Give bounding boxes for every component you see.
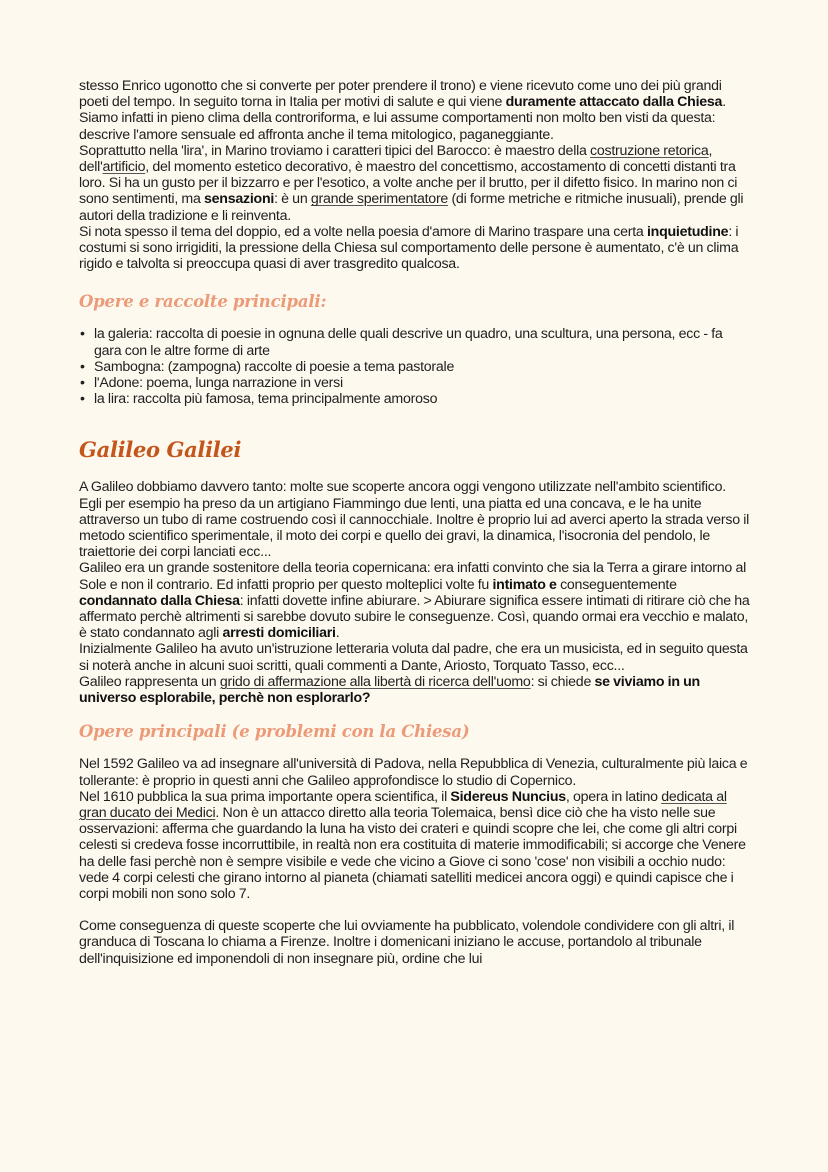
bold-phrase: Sidereus Nuncius	[450, 788, 566, 805]
text-run: .	[335, 625, 340, 642]
galileo-consequence-paragraph: Come conseguenza di queste scoperte che lui ovviamente ha pubblicato, volendole condividere con gli altri, il granduca di Toscana lo chiama a Firenze. Inoltre i domenicani iniziano le accuse, portandolo al tribunale dell'inquisizione ed imponendoli di non insegnare più, ordine che lui	[79, 918, 735, 967]
text-run: conseguentemente	[556, 576, 677, 593]
bold-phrase: inquietudine	[646, 223, 729, 240]
text-run: , del momento estetico decorativo, è maestro del concettismo, accostamento di concetti distanti tra loro. Si ha un gusto per il bizzarro e per l'esotico, a volte anche per il brutto, per il difetto fisico. In marino non ci sono sentimenti, ma	[79, 159, 738, 208]
text-run: Soprattutto nella 'lira', in Marino troviamo i caratteri tipici del Barocco: è maestro della	[79, 142, 591, 159]
bullet-icon: •	[80, 326, 85, 343]
underlined-phrase: grande sperimentatore	[310, 191, 449, 208]
list-item	[79, 391, 751, 407]
galileo-copernican-paragraph	[79, 560, 751, 641]
galileo-works-heading: Opere principali (e problemi con la Chiesa)	[79, 722, 470, 742]
marino-works-heading: Opere e raccolte principali:	[79, 292, 327, 312]
list-item-text: la galeria: raccolta di poesie in ognuna delle quali descrive un quadro, una scultura, una persona, ecc - fa gara con le altre forme di arte	[94, 326, 723, 359]
bold-phrase: duramente attaccato dalla Chiesa	[505, 94, 723, 111]
marino-doppio-paragraph	[79, 224, 751, 273]
text-run: : è un	[274, 191, 311, 208]
list-item-text: la lira: raccolta più famosa, tema principalmente amoroso	[94, 391, 438, 408]
document-page	[79, 78, 751, 967]
bold-phrase: se viviamo in un universo esplorabile, perchè non esplorarlo?	[79, 673, 700, 707]
galileo-title: Galileo Galilei	[79, 437, 242, 463]
list-item-text: Sambogna: (zampogna) raccolte di poesie a tema pastorale	[94, 358, 455, 375]
list-item-text: l'Adone: poema, lunga narrazione in versi	[94, 375, 343, 392]
bold-phrase: arresti domiciliari	[222, 625, 336, 642]
marino-works-list	[79, 326, 751, 407]
text-run: Si nota spesso il tema del doppio, ed a volte nella poesia d'amore di Marino traspare una certa	[79, 223, 647, 240]
underlined-phrase: artificio	[102, 159, 146, 176]
text-run: , dell'	[79, 142, 713, 176]
bullet-icon: •	[80, 391, 85, 408]
galileo-freedom-paragraph	[79, 674, 751, 706]
text-run: . Non è un attacco diretto alla teoria Tolemaica, bensì dice ciò che ha visto nelle sue osservazioni: afferma che guardando la luna ha visto dei crateri e quindi scopre che lei, che come gli altri corpi celesti si credeva fosse incorruttibile, in realtà non era costituita di materie immodificabili; si accorge che Venere ha delle fasi perchè non è sempre visibile e vede che vicino a Giove ci sono 'cose' non visibili a occhio nudo: vede 4 corpi celesti che girano intorno al pianeta (chiamati satelliti medicei ancora oggi) e quindi capisce che i corpi mobili non sono solo 7.	[79, 804, 746, 902]
list-item	[79, 326, 751, 358]
marino-lira-paragraph	[79, 143, 751, 224]
galileo-intro-paragraph: A Galileo dobbiamo davvero tanto: molte sue scoperte ancora oggi vengono utilizzate nell'ambito scientifico. Egli per esempio ha preso da un artigiano Fiammingo due lenti, una piatta ed una concava, e le ha unite attraverso un tubo di rame costruendo così il cannocchiale. Inoltre è proprio lui ad averci aperto la strada verso il metodo scientifico sperimentale, il moto dei corpi e quello dei gravi, la dinamica, l'isocronia del pendolo, le traiettorie dei corpi lanciati ecc...	[79, 479, 750, 561]
galileo-education-paragraph: Inizialmente Galileo ha avuto un'istruzione letteraria voluta dal padre, che era un musicista, ed in seguito questa si noterà anche in alcuni suoi scritti, quali commenti a Dante, Ariosto, Torquato Tasso, ecc...	[79, 641, 748, 674]
text-run: . Siamo infatti in pieno clima della controriforma, e lui assume comportamenti non molto ben visti da questa: descrive l'amore sensuale ed affronta anche il tema mitologico, paganeggiante.	[79, 94, 726, 143]
galileo-padova-paragraph: Nel 1592 Galileo va ad insegnare all'università di Padova, nella Repubblica di Venezia, culturalmente più laica e tollerante: è proprio in questi anni che Galileo approfondisce lo studio di Copernico.	[79, 756, 748, 789]
bold-phrase: condannato dalla Chiesa	[79, 592, 240, 609]
bold-phrase: intimato e	[492, 576, 557, 593]
bullet-icon: •	[80, 375, 85, 392]
underlined-phrase: dedicata al gran ducato dei Medici	[79, 788, 727, 821]
bullet-icon: •	[80, 358, 85, 375]
text-run: : i costumi si sono irrigiditi, la pressione della Chiesa sul comportamento delle persone è aumentato, c'è un clima rigido e talvolta si preoccupa quasi di aver trasgredito qualcosa.	[79, 223, 739, 273]
text-run: , opera in latino	[565, 788, 662, 805]
text-run: : si chiede	[530, 673, 595, 690]
text-run: Galileo era un grande sostenitore della teoria copernicana: era infatti convinto che sia la Terra a girare intorno al Sole e non il contrario. Ed infatti proprio per questo molteplici volte fu	[79, 560, 746, 593]
text-run: stesso Enrico ugonotto che si converte per poter prendere il trono) e viene ricevuto come uno dei più grandi poeti del tempo. In seguito torna in Italia per motivi di salute e qui viene	[79, 78, 722, 111]
marino-intro-paragraph	[79, 78, 751, 143]
list-item	[79, 359, 751, 375]
list-item	[79, 375, 751, 391]
text-run: Nel 1610 pubblica la sua prima importante opera scientifica, il	[79, 788, 451, 805]
galileo-sidereus-paragraph	[79, 789, 751, 902]
underlined-phrase: costruzione retorica	[590, 142, 709, 159]
underlined-phrase: grido di affermazione alla libertà di ricerca dell'uomo	[219, 673, 531, 690]
text-run: Galileo rappresenta un	[79, 673, 220, 690]
text-run: : infatti dovette infine abiurare. > Abiurare significa essere intimati di ritirare ciò che ha affermato perchè altrimenti si sarebbe dovuto subire le conseguenze. Così, quando ormai era vecchio e malato, è stato condannato agli	[79, 592, 750, 642]
bold-phrase: sensazioni	[204, 191, 275, 208]
text-run: (di forme metriche e ritmiche inusuali), prende gli autori della tradizione e li reinventa.	[79, 191, 744, 224]
